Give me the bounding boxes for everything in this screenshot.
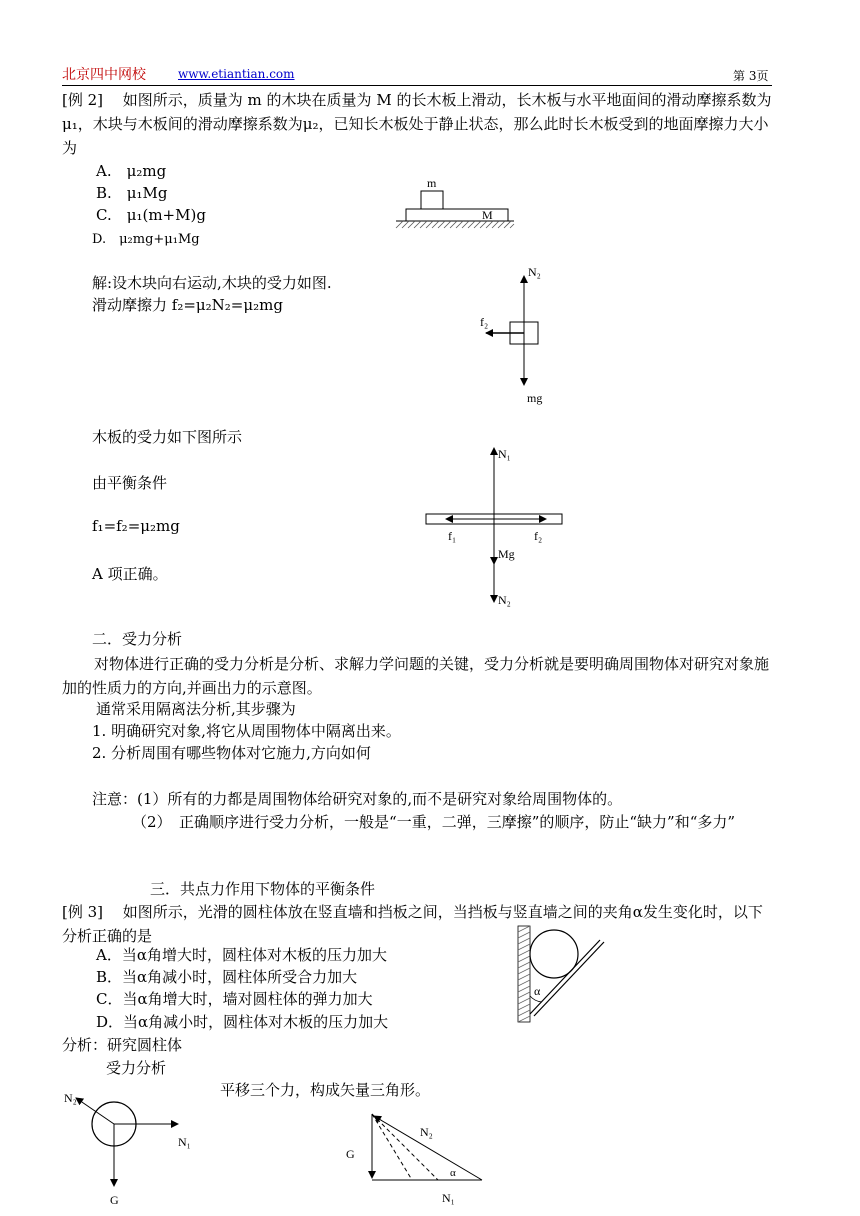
fig-board-forces (420, 440, 570, 610)
ex2-board-text: 木板的受力如下图所示 (92, 428, 243, 446)
section2-step-2: 2. 分析周围有哪些物体对它施力,方向如何 (92, 744, 371, 762)
fig-block-forces (470, 262, 580, 412)
wall (518, 926, 530, 1022)
label-N2-cyl: N₂ (64, 1091, 77, 1105)
section2-paragraph: 对物体进行正确的受力分析是分析、求解力学问题的关键，受力分析就是要明确周围物体对研究对象施加的性质力的方向,并画出力的示意图。 (62, 655, 770, 697)
plank-edge-2 (534, 942, 604, 1016)
label-m: m (427, 176, 437, 190)
label-N1: N₁ (498, 447, 511, 461)
board-M (406, 209, 508, 221)
ex3-question: [例 3] 如图所示，光滑的圆柱体放在竖直墙和挡板之间，当挡板与竖直墙之间的夹角α发生变化时，以下分析正确的是 (62, 903, 763, 945)
section3-title: 三．共点力作用下物体的平衡条件 (150, 880, 376, 898)
ex3-option-b: B．当α角减小时，圆柱体所受合力加大 (96, 968, 358, 986)
fig-cylinder-forces (62, 1088, 212, 1212)
section2-note-1: 注意：(1）所有的力都是周围物体给研究对象的,而不是研究对象给周围物体的。 (92, 790, 623, 808)
ex2-balance-text: 由平衡条件 (92, 474, 168, 492)
label-f2-board: f₂ (534, 529, 543, 543)
ex2-solution-line2: 滑动摩擦力 f₂=μ₂N₂=μ₂mg (92, 296, 283, 314)
fig-cylinder-wall-plank (512, 922, 612, 1026)
ex2-equation: f₁=f₂=μ₂mg (92, 517, 180, 535)
block-m (421, 191, 443, 209)
label-N2-tri: N₂ (420, 1125, 433, 1139)
ex3-triangle-text: 平移三个力，构成矢量三角形。 (220, 1081, 431, 1099)
ex2-option-c: C. μ₁(m+M)g (96, 206, 206, 224)
plank-edge-1 (530, 940, 600, 1014)
header-url-link[interactable]: www.etiantian.com (178, 67, 295, 81)
ex3-option-a: A．当α角增大时，圆柱体对木板的压力加大 (96, 946, 387, 964)
ex3-analysis: 分析：研究圆柱体 (62, 1036, 183, 1054)
fig-block-on-board (390, 175, 520, 237)
arrow-N2-cyl (76, 1098, 114, 1124)
ex2-answer: A 项正确。 (92, 565, 168, 583)
ex3-force-analysis: 受力分析 (106, 1059, 167, 1077)
ex2-solution-line1: 解:设木块向右运动,木块的受力如图. (92, 274, 332, 292)
label-N2-board: N₂ (498, 593, 511, 607)
ex2-option-a: A. μ₂mg (96, 162, 167, 180)
section2-step-1: 1. 明确研究对象,将它从周围物体中隔离出来。 (92, 722, 401, 740)
ex2-option-d: D. μ₂mg+μ₁Mg (92, 232, 200, 247)
header-divider (62, 85, 772, 86)
ex3-option-d: D．当α角减小时，圆柱体对木板的压力加大 (96, 1013, 389, 1031)
ground-hatch (396, 221, 514, 228)
label-f2: f₂ (480, 315, 489, 329)
wall-hatch (518, 926, 530, 1022)
header-school: 北京四中网校 (62, 67, 146, 83)
label-Mg: Mg (498, 547, 515, 561)
header-page-number: 第 3页 (733, 69, 769, 83)
section2-method: 通常采用隔离法分析,其步骤为 (96, 700, 296, 718)
section2-note-2: （2） 正确顺序进行受力分析，一般是“一重，二弹，三摩擦”的顺序，防止“缺力”和“多力” (132, 813, 736, 831)
label-f1: f₁ (448, 529, 457, 543)
fig-vector-triangle (340, 1106, 500, 1212)
ex2-question: [例 2] 如图所示，质量为 m 的木块在质量为 M 的长木板上滑动，长木板与水平地面间的滑动摩擦系数为μ₁，木块与木板间的滑动摩擦系数为μ₂，已知长木板处于静止状态，那么此时长木板受到的地面摩擦力大小为 (62, 91, 772, 157)
label-G-cyl: G (110, 1193, 119, 1207)
label-N1-cyl: N₁ (178, 1135, 191, 1149)
label-alpha-tri: α (450, 1167, 456, 1179)
dashed-line-1 (372, 1114, 412, 1180)
label-N1-tri: N₁ (442, 1191, 455, 1205)
label-M: M (482, 208, 493, 222)
label-mg: mg (527, 391, 543, 405)
label-G-tri: G (346, 1147, 355, 1161)
ex3-option-c: C．当α角增大时，墙对圆柱体的弹力加大 (96, 990, 373, 1008)
section2-title: 二．受力分析 (92, 630, 183, 648)
dashed-line-2 (372, 1114, 438, 1180)
ex2-option-b: B. μ₁Mg (96, 184, 168, 202)
label-N2: N₂ (528, 265, 541, 279)
label-alpha: α (534, 984, 541, 998)
